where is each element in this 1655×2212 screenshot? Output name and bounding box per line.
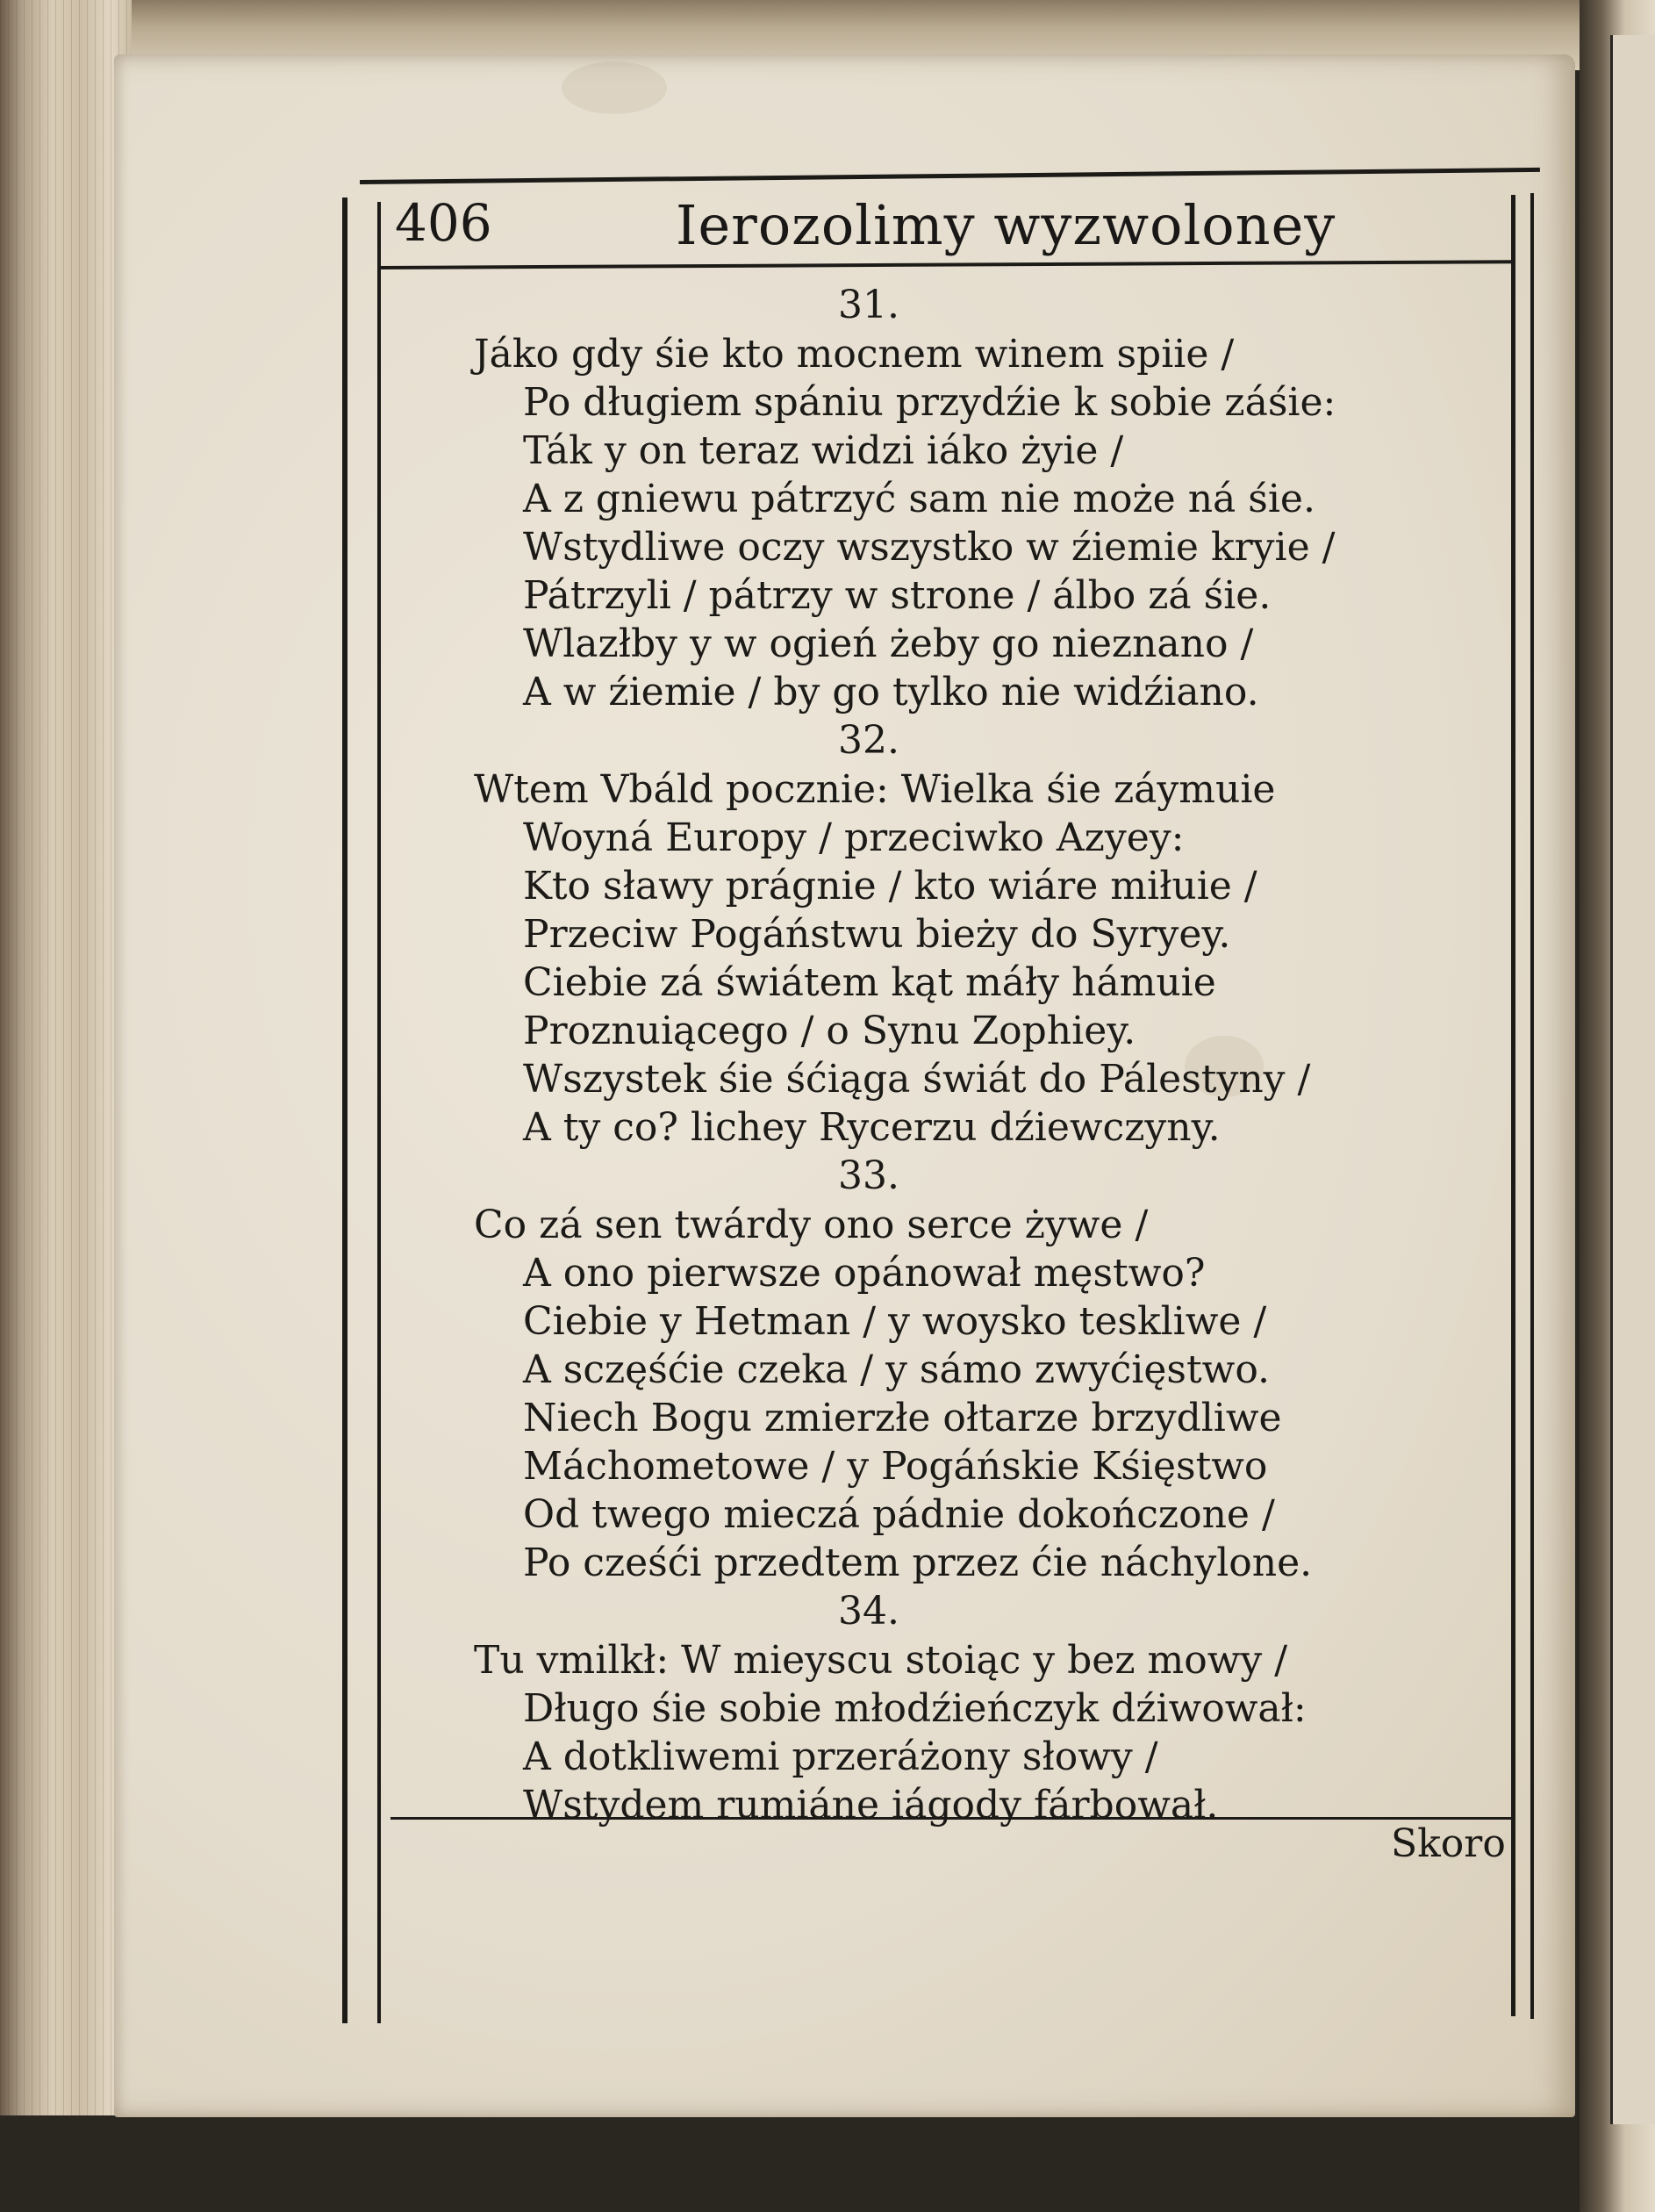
frame-rule-right-inner xyxy=(1511,195,1515,2016)
verse-line: A ty co? lichey Rycerzu dźiewczyny. xyxy=(523,1105,1221,1150)
verse-line: Co zá sen twárdy ono serce żywe / xyxy=(474,1203,1149,1247)
verse-line: A z gniewu pátrzyć sam nie może ná śie. xyxy=(523,477,1315,521)
verse-line: A w źiemie / by go tylko nie widźiano. xyxy=(523,670,1259,715)
verse-line: Wlazłby y w ogień żeby go nieznano / xyxy=(523,621,1254,666)
verse-line: Proznuiącego / o Synu Zophiey. xyxy=(523,1009,1136,1053)
stanza-number: 34. xyxy=(838,1589,899,1634)
frame-rule-right-outer xyxy=(1530,193,1534,2019)
verse-line: Ták y on teraz widzi iáko żyie / xyxy=(523,428,1124,473)
facing-page-edge xyxy=(1610,35,1655,2124)
verse-line: Kto sławy prágnie / kto wiáre miłuie / xyxy=(523,864,1257,908)
verse-line: Máchometowe / y Pogáńskie Kśięstwo xyxy=(523,1444,1268,1489)
running-head xyxy=(395,184,1336,263)
verse-line: Tu vmilkł: W mieyscu stoiąc y bez mowy / xyxy=(474,1638,1288,1683)
frame-rule-left-inner xyxy=(377,202,381,2023)
page-number: 406 xyxy=(395,193,492,253)
verse-line: Ciebie zá świátem kąt máły hámuie xyxy=(523,960,1216,1005)
verse-line: Długo śie sobie młodźieńczyk dźiwował: xyxy=(523,1686,1307,1731)
verse-line: Po długiem spániu przydźie k sobie záśie: xyxy=(523,380,1336,425)
stanza-number: 32. xyxy=(838,718,899,763)
verse-line: Wstydliwe oczy wszystko w źiemie kryie / xyxy=(523,525,1336,570)
verse-line: Po cześći przedtem przez ćie náchylone. xyxy=(523,1540,1313,1585)
verse-line: A dotkliwemi przeráżony słowy / xyxy=(523,1734,1158,1779)
stanza-number: 31. xyxy=(838,283,899,327)
verse-line: A sczęśćie czeka / y sámo zwyćięstwo. xyxy=(523,1347,1271,1392)
verse-line: Od twego mieczá pádnie dokończone / xyxy=(523,1492,1275,1537)
catchword: Skoro xyxy=(1391,1821,1506,1866)
verse-line: Pátrzyli / pátrzy w strone / álbo zá śie. xyxy=(523,573,1272,618)
verse-text-block xyxy=(474,281,1336,1829)
verse-line: Przeciw Pogáństwu bieży do Syryey. xyxy=(523,912,1231,957)
stanza xyxy=(474,1152,1313,1587)
verse-line: Wtem Vbáld pocznie: Wielka śie záymuie xyxy=(474,767,1276,812)
stanza xyxy=(474,1587,1307,1829)
verse-line: Wstydem rumiáne iágody fárbował. xyxy=(523,1783,1219,1828)
stanza-number: 33. xyxy=(838,1153,899,1198)
frame-rule-left-outer xyxy=(342,198,347,2023)
page-edge-lines xyxy=(0,0,132,2115)
stanza xyxy=(474,716,1311,1152)
verse-line: Woyná Europy / przeciwko Azyey: xyxy=(523,815,1185,860)
verse-line: Niech Bogu zmierzłe ołtarze brzydliwe xyxy=(523,1396,1282,1440)
stanza xyxy=(474,281,1336,716)
paper-stain xyxy=(562,61,667,114)
verse-line: Jáko gdy śie kto mocnem winem spiie / xyxy=(474,332,1235,377)
verse-line: Wszystek śie śćiąga świát do Pálestyny / xyxy=(523,1057,1311,1102)
verse-line: A ono pierwsze opánował męstwo? xyxy=(523,1251,1206,1296)
verse-line: Ciebie y Hetman / y woysko teskliwe / xyxy=(523,1299,1267,1344)
running-title: Ierozolimy wyzwoloney xyxy=(676,193,1336,257)
